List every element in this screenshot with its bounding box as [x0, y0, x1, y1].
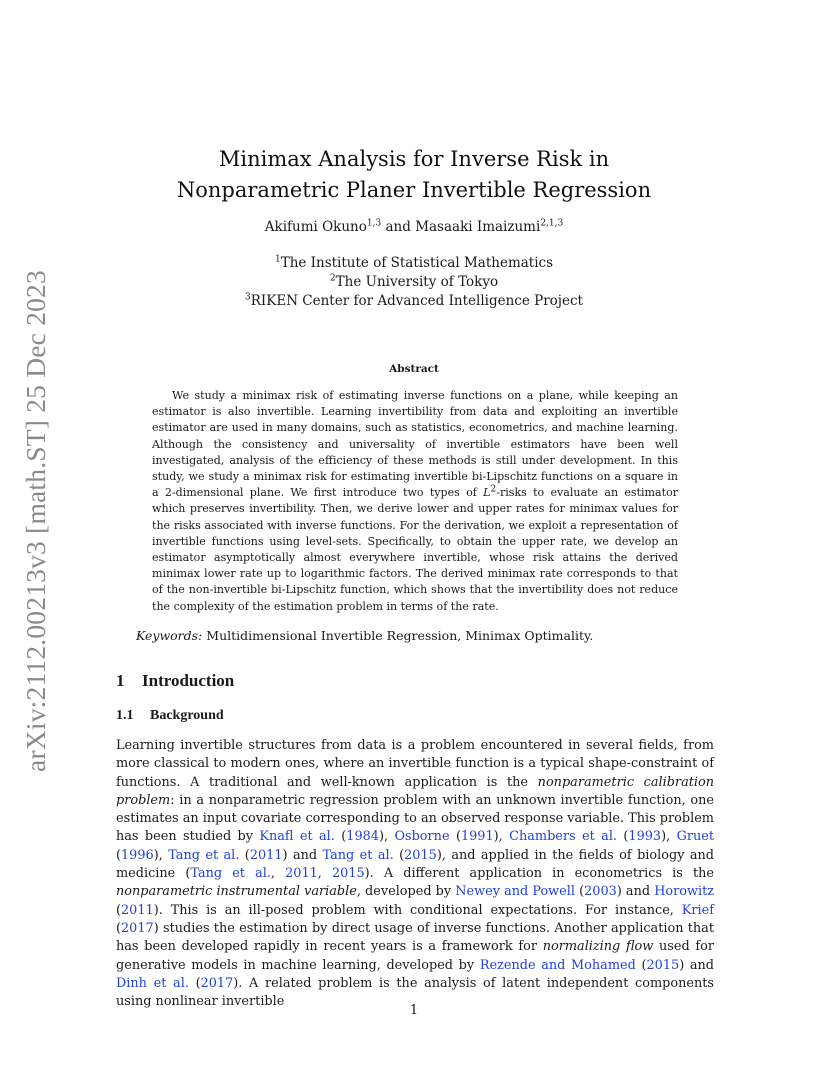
citation-year-link[interactable]: 2017	[121, 920, 154, 936]
citation-year-link[interactable]: 2017	[200, 975, 234, 991]
body-paragraph	[116, 737, 714, 1011]
body-text: Learning invertible structures from data is a problem encountered in several fields, from more classical to modern ones, where an invertible function is a typical shape-constraint of functions. A traditional and well-known application is the	[116, 738, 714, 790]
affiliation-list	[0, 254, 828, 311]
body-text: ,	[317, 866, 332, 882]
citation-link[interactable]: Newey and Powell	[455, 884, 575, 900]
author-name: Akifumi Okuno	[264, 219, 367, 235]
body-text: ) studies the estimation by direct usage of inverse functions. Another application that has been developed rapidly in recent years is a framework for	[116, 920, 714, 955]
citation-link[interactable]: Chambers et al.	[509, 829, 618, 845]
body-text: ),	[661, 829, 677, 845]
citation-link[interactable]: Horowitz	[654, 884, 715, 900]
section-number: 1	[116, 671, 125, 690]
citation-year-link[interactable]: 1993	[628, 829, 662, 845]
emphasis-text: nonparametric calibration problem	[116, 774, 715, 808]
page-number: 1	[409, 1003, 419, 1018]
citation-year-link[interactable]: 2003	[584, 884, 617, 900]
section-title: Introduction	[142, 671, 235, 690]
body-text: (	[393, 847, 405, 863]
citation-year-link[interactable]: 2015	[646, 957, 680, 973]
affiliation-name: The University of Tokyo	[335, 274, 499, 290]
citation-year-link[interactable]: 2011	[249, 847, 283, 863]
body-text: (	[188, 975, 201, 991]
abstract-text: We study a minimax risk of estimating inverse functions on a plane, while keeping an estimator is also invertible. Learning invertibility from data and exploiting an invertible estimator are used in many domains, such as statistics, econometrics, and machine learning. Although the consistency and universality of invertible estimators have been well investigated, analysis of the efficiency of these methods is still under development. In this study, we study a minimax risk for estimating invertible bi-Lipschitz functions on a square in a 2-dimensional plane. We first introduce two types of	[152, 389, 678, 500]
body-text: ),	[493, 829, 510, 845]
title-line-1: Minimax Analysis for Inverse Risk in	[218, 147, 610, 171]
subsection-title: Background	[150, 708, 224, 723]
body-text: : in a nonparametric regression problem with an unknown invertible function, one estimates an input covariate corresponding to an observed response variable. This problem has been studied by	[116, 792, 714, 845]
subsection-heading	[116, 708, 224, 724]
abstract-heading: Abstract	[389, 363, 439, 375]
citation-year-link[interactable]: 1991	[460, 829, 494, 845]
keywords-text: Multidimensional Invertible Regression, Minimax Optimality.	[202, 628, 594, 643]
citation-year-link[interactable]: 2015	[331, 866, 365, 882]
affiliation-mark: 1	[274, 254, 281, 265]
affiliation-mark: 2	[329, 273, 336, 284]
paper-title	[0, 144, 828, 206]
affiliation-name: RIKEN Center for Advanced Intelligence Project	[250, 293, 583, 309]
title-line-2: Nonparametric Planer Invertible Regression	[176, 178, 652, 202]
affiliation	[0, 292, 828, 311]
citation-link[interactable]: Dinh et al.	[116, 975, 189, 991]
citation-year-link[interactable]: 2015	[404, 847, 437, 863]
author-name: Masaaki Imaizumi	[415, 219, 541, 235]
affiliation-name: The Institute of Statistical Mathematics	[280, 255, 554, 271]
body-text: (	[334, 829, 347, 845]
body-text: ),	[153, 847, 169, 863]
body-text: (	[449, 829, 461, 845]
citation-year-link[interactable]: 2011	[285, 866, 318, 882]
body-text: (	[116, 847, 122, 863]
body-text: (	[239, 847, 250, 863]
citation-link[interactable]: Gruet	[676, 829, 715, 845]
citation-year-link[interactable]: 2011	[121, 902, 154, 918]
citation-link[interactable]: Tang et al.	[168, 847, 240, 863]
keywords-label: Keywords:	[136, 628, 203, 643]
body-text: (	[575, 884, 585, 900]
body-text: ). A different application in econometrics is the	[364, 866, 714, 882]
affiliation	[0, 273, 828, 292]
author-affiliation-mark: 1,3	[366, 218, 382, 229]
body-text: used for generative models in machine learning, developed by	[116, 939, 714, 973]
body-text: , developed by	[356, 884, 456, 900]
arxiv-identifier: arXiv:2112.00213v3 [math.ST] 25 Dec 2023	[20, 269, 51, 772]
body-text: ) and	[282, 847, 323, 863]
citation-link[interactable]: Rezende and Mohamed	[479, 957, 636, 973]
citation-link[interactable]: Krief	[681, 902, 714, 918]
body-text: ),	[378, 829, 395, 845]
emphasis-text: nonparametric instrumental variable	[116, 884, 357, 900]
body-text: (	[116, 902, 122, 918]
body-text: ,	[270, 866, 286, 882]
citation-link[interactable]: Osborne	[394, 829, 450, 845]
body-text: ) and	[616, 884, 655, 900]
keywords	[136, 627, 696, 644]
body-text: ). A related problem is the analysis of latent independent components using nonlinear invertible	[116, 975, 714, 1010]
body-text: ). This is an ill-posed problem with conditional expectations. For instance,	[153, 902, 682, 918]
body-text: (	[116, 920, 122, 936]
math-symbol: L	[483, 486, 491, 500]
author-connector: and	[381, 219, 416, 235]
arxiv-sidebar-stamp	[14, 268, 58, 773]
citation-link[interactable]: Knafl et al.	[259, 829, 335, 845]
abstract-text: -risks to evaluate an estimator which preserves invertibility. Then, we derive lower and upper rates for minimax values for the risks associated with inverse functions. For the derivation, we exploit a representation of invertible functions using level-sets. Specifically, to obtain the upper rate, we develop an estimator asymptotically almost everywhere invertible, whose risk attains the derived minimax lower rate up to logarithmic factors. The derived minimax rate corresponds to that of the non-invertible bi-Lipschitz function, which shows that the invertibility does not reduce the complexity of the estimation problem in terms of the rate.	[152, 486, 678, 613]
abstract-body	[152, 388, 678, 615]
body-text: ), and applied in the fields of biology and medicine (	[116, 847, 715, 882]
author-affiliation-mark: 2,1,3	[540, 218, 564, 229]
citation-year-link[interactable]: 1984	[346, 829, 379, 845]
section-heading	[116, 671, 234, 691]
affiliation	[0, 254, 828, 273]
math-superscript: 2	[490, 484, 497, 495]
affiliation-mark: 3	[245, 292, 251, 303]
citation-year-link[interactable]: 1996	[121, 847, 154, 863]
citation-link[interactable]: Tang et al.	[190, 866, 271, 882]
subsection-number: 1.1	[116, 708, 134, 723]
citation-link[interactable]: Tang et al.	[322, 847, 394, 863]
emphasis-text: normalizing flow	[542, 939, 654, 955]
body-text: ) and	[679, 957, 715, 973]
body-text: (	[635, 957, 647, 973]
author-list	[0, 218, 828, 236]
body-text: (	[617, 829, 629, 845]
